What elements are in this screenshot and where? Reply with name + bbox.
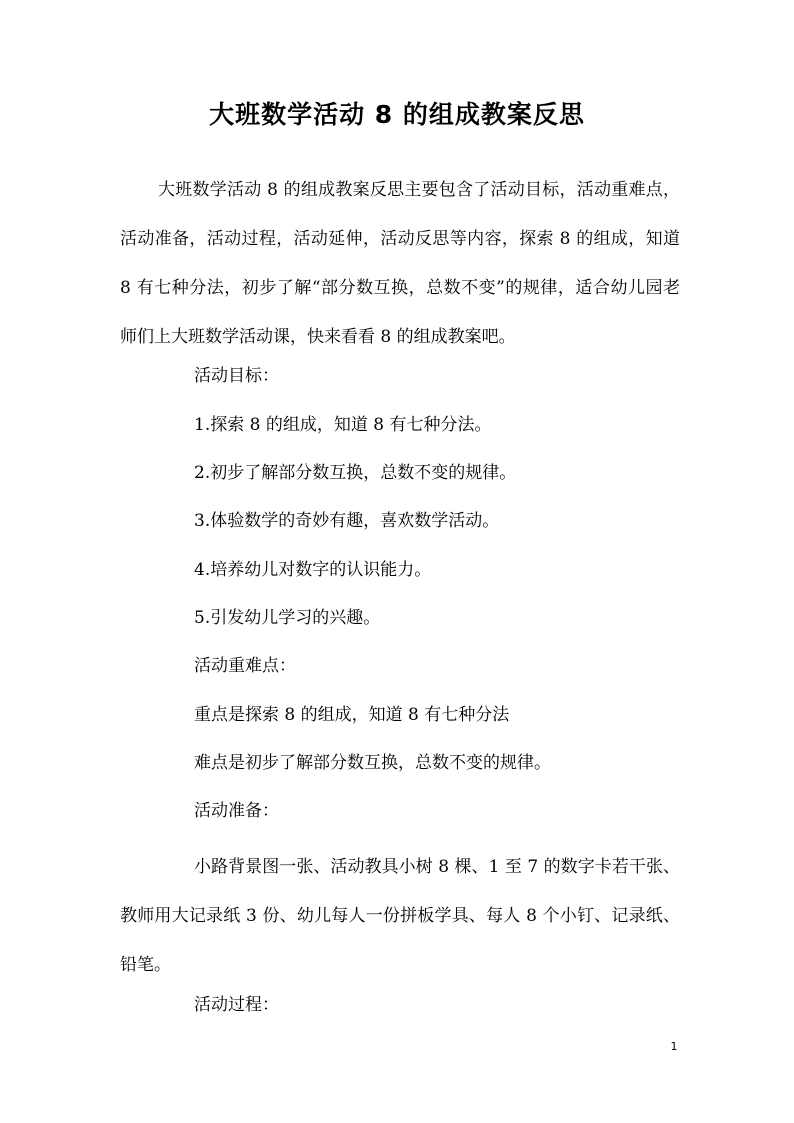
intro-paragraph: 大班数学活动 8 的组成教案反思主要包含了活动目标，活动重难点，活动准备，活动过程，活动延伸，活动反思等内容，探索 8 的组成，知道 8 有七种分法，初步了解“部分数互换，总数不变”的规律，适合幼儿园老师们上大班数学活动课，快来看看 8 的组成教案吧。 bbox=[120, 180, 680, 347]
goal-item-4: 4.培养幼儿对数字的认识能力。 bbox=[194, 560, 432, 580]
key-point-text: 重点是探索 8 的组成，知道 8 有七种分法 bbox=[194, 705, 510, 725]
page-number: 1 bbox=[670, 1040, 678, 1053]
goals-heading: 活动目标： bbox=[194, 366, 279, 386]
key-points-heading: 活动重难点： bbox=[194, 656, 296, 676]
process-heading: 活动过程： bbox=[194, 995, 279, 1015]
document-title: 大班数学活动 8 的组成教案反思 bbox=[209, 100, 585, 129]
goal-item-1: 1.探索 8 的组成，知道 8 有七种分法。 bbox=[194, 415, 492, 435]
goal-item-3: 3.体验数学的奇妙有趣，喜欢数学活动。 bbox=[194, 511, 500, 531]
preparation-paragraph: 小路背景图一张、活动教具小树 8 棵、1 至 7 的数字卡若干张、教师用大记录纸 3 份、幼儿每人一份拼板学具、每人 8 个小钉、记录纸、铅笔。 bbox=[120, 857, 680, 975]
preparation-heading: 活动准备： bbox=[194, 801, 279, 821]
goal-item-2: 2.初步了解部分数互换，总数不变的规律。 bbox=[194, 463, 517, 483]
difficulty-text: 难点是初步了解部分数互换，总数不变的规律。 bbox=[194, 753, 551, 773]
goal-item-5: 5.引发幼儿学习的兴趣。 bbox=[194, 608, 381, 628]
